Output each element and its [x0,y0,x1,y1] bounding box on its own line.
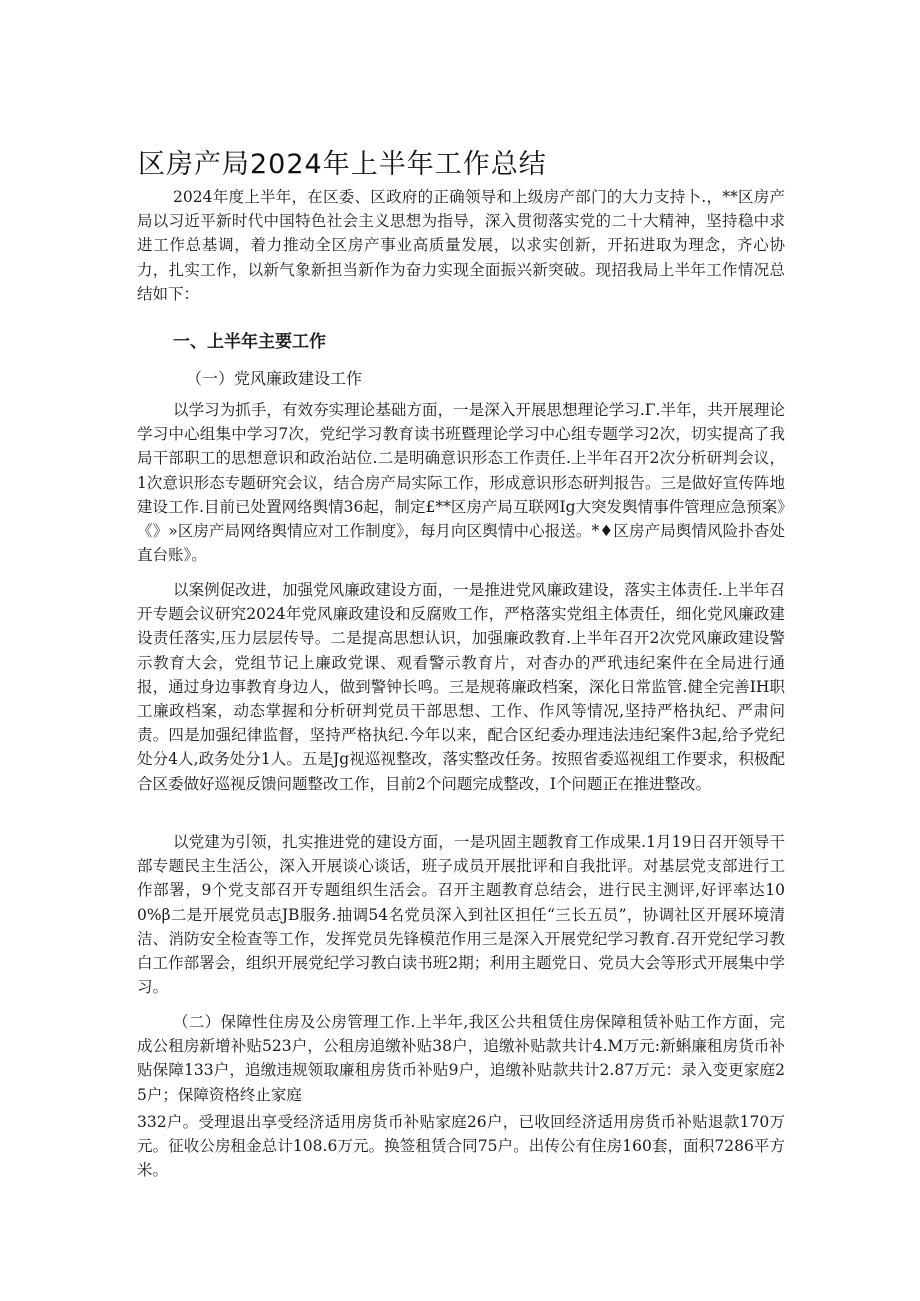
paragraph-housing-continued: 332户。受理退出享受经济适用房货币补贴家庭26户，已收回经济适用房货币补贴退款170万元。征收公房租金总计108.6万元。换签租赁合同75户。出传公有住房160套，面积7286平方米。 [137,1113,785,1180]
paragraph-theory-study: 以学习为抓手，有效夯实理论基础方面，一是深入开展思想理论学习.Γ.半年，共开展理论学习中心组集中学习7次，党纪学习教育读书班暨理论学习中心组专题学习2次，切实提高了我局干部职工的思想意识和政治站位.二是明确意识形态工作责任.上半年召开2次分析研判会议，1次意识形态专题研究会议，结合房产局实际工作，形成意识形态研判报告。三是做好宣传阵地建设工作.目前已处置网络舆情36起，制定£**区房产局互联网Ig大突发舆情事件管理应急预案》《》»区房产局网络舆情应对工作制度》，每月向区舆情中心报送。*♦区房产局舆情风险扑杳处直台账》。 [137,401,785,565]
subsection-heading-party-conduct: （一）党风廉政建设工作 [186,369,363,388]
paragraph-housing-management: （二）保障性住房及公房管理工作.上半年,我区公共租赁住房保障租赁补贴工作方面，完成公租房新增补贴523户，公租房追缴补贴38户，追缴补贴款共计4.M万元:新蝌廉租房货币补贴保障133户，追缴违规领取廉租房货币补贴9户，追缴补贴款共计2.87万元：录入变更家庭25户；保障资格终止家庭 [137,1013,785,1104]
paragraph-clean-government: 以案例促改进，加强党风廉政建设方面，一是推进党风廉政建设，落实主体责任.上半年召开专题会议研究2024年党风廉政建设和反腐败工作，严格落实党组主体责任，细化党风廉政建设责任落实,压力层层传导。二是提高思想认识，加强廉政教育.上半年召开2次党风廉政建设警示教育大会，党组节记上廉政党课、观看警示教育片，对杳办的严玳违纪案件在全局进行通报，通过身边事教育身边人，做到警钟长鸣。三是规蒋廉政档案，深化日常监管.健全完善IH职工廉政档案，动态掌握和分析研判党员干部思想、工作、作风等情况,坚持严格执纪、严肃问责。四是加强纪律监督，坚持严格执纪.今年以来，配合区纪委办理违法违纪案件3起,给予党纪处分4人,政务处分1人。五是Jg视巡视整改，落实整改任务。按照省委巡视组工作要求，积极配合区委做好巡视反馈问题整改工作，目前2个问题完成整改，I个问题正在推进整改。 [137,581,785,793]
paragraph-party-building: 以党建为引领，扎实推进党的建设方面，一是巩固主题教育工作成果.1月19日召开领导干部专题民主生活公，深入开展谈心谈话，班子成员开展批评和自我批评。对基层党支部进行工作部署，9个党支部召开专题组织生活会。召开主题教育总结会，进行民主测评,好评率达100%β二是开展党员志JB服务.抽调54名党员深入到社区担任“三长五员”，协调社区开展环境清洁、消防安全检查等工作，发挥党员先锋模范作用三是深入开展党纪学习教育.召开党纪学习教白工作部署会，组织开展党纪学习教白读书班2期；利用主题党日、党员大会等形式开展集中学习。 [137,833,785,997]
intro-paragraph: 2024年度上半年，在区委、区政府的正确领导和上级房产部门的大力支持卜.，**区房产局以习近平新时代中国特色社会主义思想为指导，深入贯彻落实党的二十大精神，坚持稳中求进工作总基调，着力推动全区房产事业高质量发展，以求实创新，开拓进取为理念，齐心协力，扎实工作，以新气象新担当新作为奋力实现全面振兴新突破。现招我局上半年工作情况总结如下： [137,188,785,303]
section-heading-main-work: 一、上半年主要工作 [173,332,326,352]
document-title: 区房产局2024年上半年工作总结 [138,149,547,180]
